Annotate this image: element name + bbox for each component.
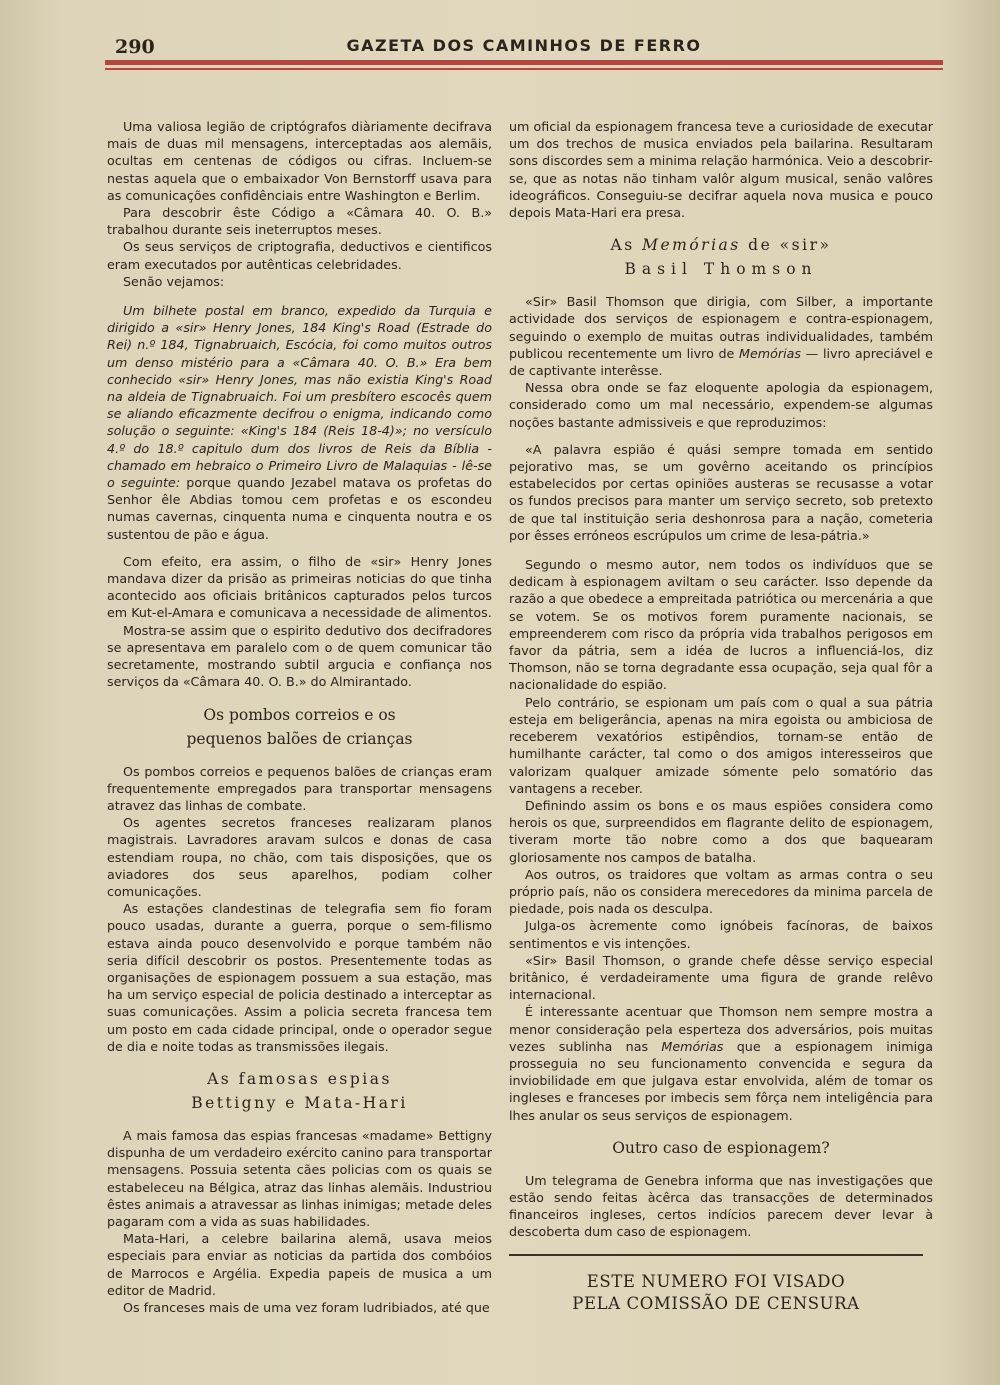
page-number: 290 [115,36,155,58]
section-heading-espias [107,1067,492,1115]
paragraph: Os pombos correios e pequenos balões de crianças eram frequentemente empregados para transportar mensagens atravez das linhas de combate. [107,763,492,813]
paragraph: Com efeito, era assim, o filho de «sir» Henry Jones mandava dizer da prisão as primeiras noticias do que tinha acontecido aos oficiais britânicos capturados pelos turcos em Kut-el-Amara e comunicava a necessidade de alimentos. [107,553,492,621]
paragraph: Pelo contrário, se espionam um país com o qual a sua pátria esteja em beligerância, apenas na mira egoista ou ambiciosa de receberem vexatórios estipêndios, tornam-se então de humilhante carácter, tal como o dos amigos interesseiros que valorizam qualquer amizade sómente pelo somatório das vantagens a receber. [509,694,933,796]
heading-text: As [610,236,643,255]
italic-text: Memórias [739,345,802,361]
paragraph: Uma valiosa legião de criptógrafos diàriamente decifrava mais de duas mil mensagens, interceptadas aos alemãis, ocultas em centenas de códigos ou cifras. Incluem-se nestas aquela que o embaixador Von Bernstorff usava para as comunicações confidênciais entre Washington e Berlim. [107,119,492,203]
heading-text: de «sir» [740,236,832,255]
paragraph: Julga-os àcremente como ignóbeis facínoras, de baixos sentimentos e vis intenções. [509,918,933,951]
paragraph: Nessa obra onde se faz eloquente apologia da espionagem, considerado como um mal necessário, expendem-se algumas noções bastante admissiveis e que reproduzimos: [509,380,933,430]
journal-title: GAZETA DOS CAMINHOS DE FERRO [346,36,702,55]
page-header [105,36,943,58]
paragraph: Mostra-se assim que o espirito dedutivo dos decifradores se apresentava em paralelo com o de quem comunicar tão secretamente, mostrando subtil argucia e confiança nos serviços da «Câmara 40. O. B.» do Almirantado. [107,622,492,690]
section-heading-pombos [107,703,492,751]
paragraph: Os franceses mais de uma vez foram ludribiados, até que [123,1299,490,1315]
section-heading-memorias [509,233,933,281]
paragraph: «Sir» Basil Thomson, o grande chefe dêsse serviço especial britânico, é verdadeiramente uma figura de grande relêvo internacional. [509,952,933,1003]
paragraph: Mata-Hari, a celebre bailarina alemã, usava meios especiais para enviar as noticias da partida dos combóios de Marrocos e Argélia. Expedia papeis de musica a um editor de Madrid. [107,1231,492,1298]
divider-rule [509,1254,923,1256]
paragraph: Definindo assim os bons e os maus espiões considera como herois os que, surpreendidos em flagrante delito de espionagem, tiveram morte tão nobre como a dos que baquearam gloriosamente nos campos de batalha. [509,797,933,865]
heading-line: Os pombos correios e os [203,705,396,724]
heading-line: Bettigny e Mata-Hari [191,1093,408,1112]
paragraph: A mais famosa das espias francesas «madame» Bettigny dispunha de um verdadeiro exército canino para transportar mensagens. Possuia setenta cães policias com os quais se estabeleceu na Bélgica, atraz das linhas alemãis. Industriou êstes animais a atravessar as linhas inimigas; metade deles pagaram com a vida as suas habilidades. [107,1127,492,1229]
paragraph: um oficial da espionagem francesa teve a curiosidade de executar um dos trechos de musica enviados pela bailarina. Resultaram sons discordes sem a minima relação harmónica. Veio a descobrir-se, que as notas não tinham valôr algum musical, senão valôres ideográficos. Conseguiu-se decifrar aquela nova musica e pouco depois Mata-Hari era presa. [509,119,933,221]
heading-line: pequenos balões de crianças [186,729,413,748]
paragraph: Aos outros, os traidores que voltam as armas contra o seu próprio país, não os considera merecedores da minima parcela de piedade, pois nada os desculpa. [509,866,933,917]
paragraph [509,293,933,379]
censorship-line: ESTE NUMERO FOI VISADO [586,1272,846,1291]
paragraph: Segundo o mesmo autor, nem todos os indivíduos que se dedicam à espionagem aviltam o seu carácter. Isso depende da razão a que obedece a empreitada patriótica ou mercenária a que se votem. Se os motivos forem puramente nacionais, se empreenderem com risco da própria vida trabalhos perigosos em favor da pátria, sem a idéa de lucros a influenciá-los, diz Thomson, não se torna degradante essa ocupação, seja qual fôr a nacionalidade do espião. [509,557,933,693]
paragraph: As estações clandestinas de telegrafia sem fio foram pouco usadas, durante a guerra, porque o sem-filismo estava ainda pouco desenvolvido e porque também não seria difícil descobrir os postos. Presentemente todas as organisações de espionagem possuem a sua estação, mas ha um serviço especial de policia destinado a interceptar as suas comunicações. Assim a policia secreta francesa tem um posto em cada cidade principal, onde o operador segue de dia e noite todas as transmissões ilegais. [107,901,492,1054]
paragraph: Os seus serviços de criptografia, deductivos e cientificos eram executados por autênticas celebridades. [107,239,492,272]
quoted-passage: «A palavra espião é quási sempre tomada em sentido pejorativo mas, se um govêrno aceitando os princípios estabelecidos por certas opiniões austeras se recusasse a votar os fundos precisos para manter um serviço secreto, sob pretexto de que tal instituição seria deshonrosa para a nação, cometeria por êsses erróneos escrúpulos um crime de lesa-pátria.» [509,441,933,543]
right-column [509,118,933,1241]
heading-line: As famosas espias [207,1069,392,1088]
paragraph: Para descobrir êste Código a «Câmara 40. O. B.» trabalhou durante seis ineterruptos meses. [107,205,492,238]
heading-italic-text: Memórias [642,236,741,255]
quote-italic-text: Um bilhete postal em branco, expedido da Turquia e dirigido a «sir» Henry Jones, 184 King's Road (Estrade do Rei) n.º 184, Tignabruaich, Escócia, foi como muitos outros um denso mistério para a «Câmara 40. O. B.» Era bem conhecido «sir» Henry Jones, mas não existia King's Road na aldeia de Tignabruaich. Foi um presbítero escocês quem se aliando eficazmente decifrou o enigma, indicando como solução o seguinte: «King's 184 (Reis 18-4)»; no versículo 4.º do 18.º capitulo dum dos livros de Reis da Bíblia - chamado em hebraico o Primeiro Livro de Malaquias - lê-se o seguinte: [107,303,492,491]
paragraph [509,1003,933,1123]
text: «Sir» Basil Thomson que dirigia, com Silber, a importante actividade dos serviços de espionagem e contra-espionagem, seguindo o exemplo de muitas outras individualidades, também publicou recentemente um livro de [509,294,933,361]
quoted-passage [107,302,492,543]
text: — livro apreciável e de captivante interêsse. [509,345,933,379]
italic-text: Memórias [661,1038,724,1054]
heading-line: Basil Thomson [624,260,818,279]
censorship-notice [509,1271,923,1315]
paragraph: Senão vejamos: [123,273,225,289]
text: É interessante acentuar que Thomson nem sempre mostra a menor consideração pela esperteza dos adversários, pois muitas vezes sublinha nas [509,1004,933,1054]
quote-upright-text: porque quando Jezabel matava os profetas do Senhor êle Abdias tomou cem profetas e os escondeu numas cavernas, cinquenta numa e cinquenta noutra e os sustentou de pão e água. [107,475,492,542]
header-rule-thick [105,60,943,65]
text: que a espionagem inimiga prosseguia no seu funcionamento convencida e segura da inviobilidade em que julgava estar envolvida, além de tomar os ingleses e franceses por imbecis sem fôrça nem inteligência para lhes anular os seus serviços de espionagem. [509,1038,933,1123]
paragraph: Um telegrama de Genebra informa que nas investigações que estão sendo feitas àcêrca das transacções de determinados financeiros ingleses, certos indícios parecem dever levar à descoberta dum caso de espionagem. [509,1172,933,1240]
paragraph: Os agentes secretos franceses realizaram planos magistrais. Lavradores aravam sulcos e donas de casa estendiam roupa, no chão, com tais disposições, que os aviadores dos seus aparelhos, podiam colher comunicações. [107,815,492,899]
censorship-line: PELA COMISSÃO DE CENSURA [572,1294,860,1313]
header-rule-thin [105,68,943,70]
section-heading-outro-caso: Outro caso de espionagem? [612,1138,830,1157]
heading-line [509,233,933,257]
left-column [107,118,492,1316]
